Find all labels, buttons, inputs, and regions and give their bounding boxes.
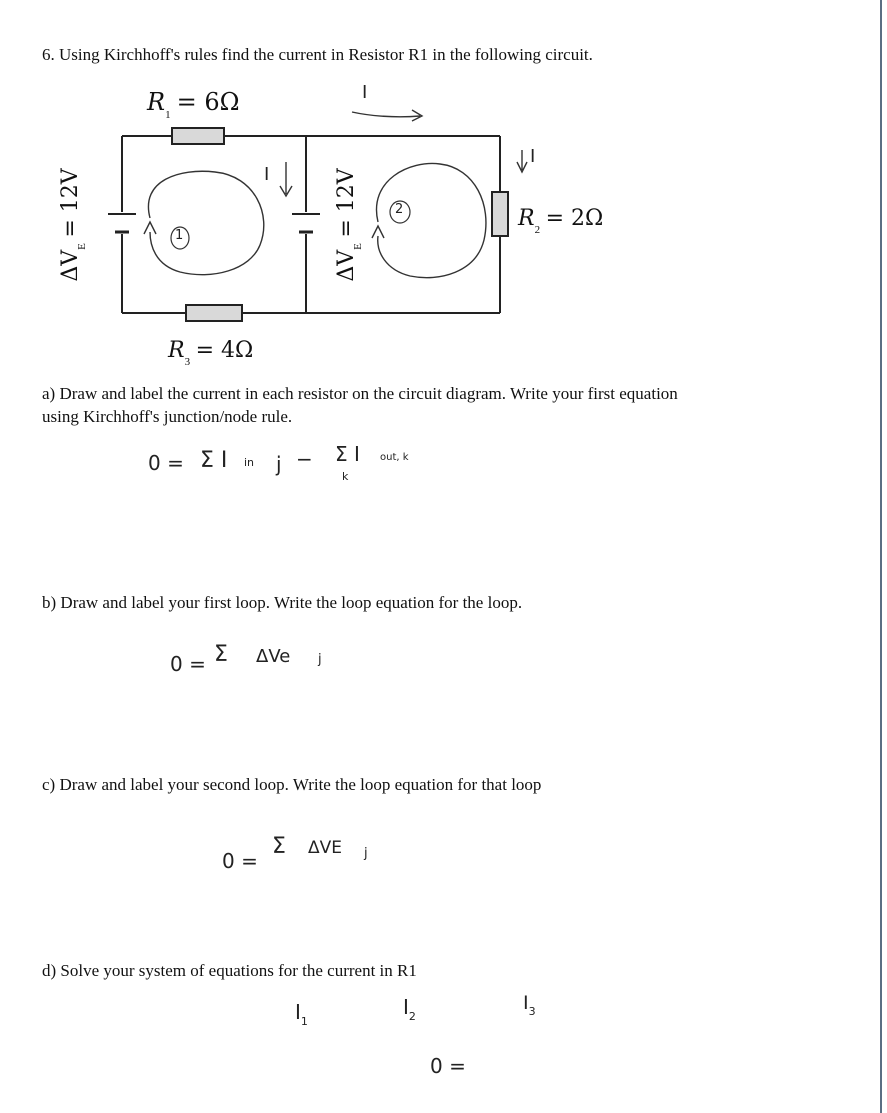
question-prompt: Using Kirchhoff's rules find the current in Resistor R1 in the following circuit. bbox=[59, 45, 593, 64]
resistor-r2 bbox=[492, 192, 508, 236]
resistor-r3 bbox=[186, 305, 242, 321]
loop-1-circle bbox=[148, 171, 263, 274]
eq-a-in-subscript: in bbox=[244, 456, 255, 469]
loop-1-number: 1 bbox=[175, 228, 184, 243]
part-a-line-2: using Kirchhoff's junction/node rule. bbox=[42, 407, 293, 426]
eq-c-lhs: 0 = bbox=[222, 849, 258, 873]
question-number: 6. bbox=[42, 45, 55, 64]
r2-label: $R_2 = 2\Omega$ bbox=[518, 206, 604, 236]
r1-label: $R_1 = 6\Omega$ bbox=[147, 88, 240, 121]
resistor-r1 bbox=[172, 128, 224, 144]
eq-a-sum-in: Σ I bbox=[200, 448, 228, 473]
eq-b-lhs: 0 = bbox=[170, 652, 206, 676]
eq-c-sum: Σ bbox=[272, 834, 286, 859]
eq-c-index: j bbox=[364, 846, 368, 861]
eq-a-in-index: j bbox=[276, 452, 282, 476]
handwritten-system-equation: 0 = bbox=[430, 1054, 466, 1078]
loop-2-number: 2 bbox=[395, 202, 404, 217]
part-d-text: d) Solve your system of equations for the current in R1 bbox=[42, 961, 417, 980]
hand-current-mid: I bbox=[264, 164, 270, 185]
eq-b-sum: Σ bbox=[214, 642, 228, 667]
eq-a-out-index: k bbox=[342, 470, 349, 483]
emf-left-label: $\Delta V_E = 12V$ bbox=[58, 168, 88, 282]
current-arrow-top bbox=[352, 110, 422, 121]
unknown-i2: $I_2$ bbox=[403, 995, 416, 1023]
hand-current-top: I bbox=[362, 82, 368, 103]
eq-b-term: ΔVe bbox=[256, 646, 291, 667]
r3-label: $R_3 = 4\Omega$ bbox=[168, 338, 254, 368]
eq-a-sum-out: Σ I bbox=[335, 442, 360, 466]
current-arrow-right bbox=[517, 150, 527, 172]
unknown-i3: $I_3$ bbox=[523, 992, 536, 1018]
current-arrow-mid bbox=[280, 162, 292, 196]
eq-c-term: ΔVE bbox=[308, 838, 342, 858]
part-b-text: b) Draw and label your first loop. Write the loop equation for the loop. bbox=[42, 593, 523, 612]
eq-b-index: j bbox=[318, 652, 322, 667]
circuit-diagram bbox=[0, 0, 887, 400]
part-a-line-1: a) Draw and label the current in each resistor on the circuit diagram. Write your first equation bbox=[42, 384, 678, 403]
eq-a-out-subscript: out, k bbox=[380, 452, 409, 463]
emf-mid-label: $\Delta V_E = 12V$ bbox=[334, 168, 364, 282]
hand-current-right: I bbox=[530, 146, 536, 167]
eq-a-minus: − bbox=[296, 447, 313, 471]
part-c-text: c) Draw and label your second loop. Write the loop equation for that loop bbox=[42, 775, 542, 794]
unknown-i1: $I_1$ bbox=[295, 1000, 308, 1028]
eq-a-lhs: 0 = bbox=[148, 451, 184, 475]
